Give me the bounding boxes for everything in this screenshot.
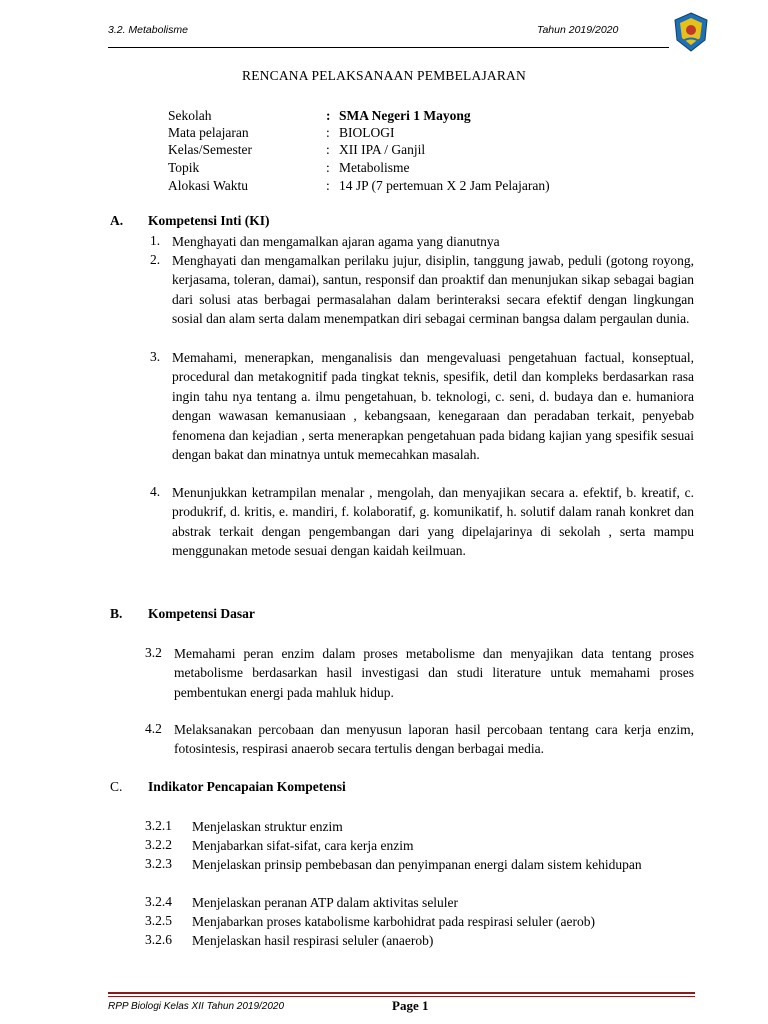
footer-doc-title: RPP Biologi Kelas XII Tahun 2019/2020 [108,1001,285,1012]
ipk-item-3: Menjelaskan prinsip pembebasan dan penyimpanan energi dalam sistem kehidupan [192,857,642,872]
section-title-ki: Kompetensi Inti (KI) [148,213,270,228]
identity-colon: : [326,178,330,193]
ipk-number: 3.2.1 [145,818,172,833]
ki-number: 1. [150,233,161,248]
identity-label: Alokasi Waktu [168,178,249,193]
identity-value: SMA Negeri 1 Mayong [339,108,471,123]
footer-rule-thin [108,996,695,997]
section-letter-c: C. [110,779,123,794]
identity-label: Mata pelajaran [168,125,249,140]
kd-item-3-2: Memahami peran enzim dalam proses metabolisme dan menyajikan data tentang proses metabolisme berdasarkan hasil investigasi dan studi literature untuk memahami proses pembentukan energi pada mahluk hidup. [174,646,694,700]
document-title: RENCANA PELAKSANAAN PEMBELAJARAN [242,68,526,83]
ki-number: 4. [150,484,161,499]
header-rule [108,47,669,48]
identity-label: Sekolah [168,108,212,123]
ipk-item-4: Menjelaskan peranan ATP dalam aktivitas seluler [192,895,459,910]
kd-number: 3.2 [145,645,162,660]
identity-colon: : [326,108,331,123]
header-chapter: 3.2. Metabolisme [108,24,188,36]
identity-label: Topik [168,160,200,175]
school-logo-icon [673,12,709,52]
identity-value: BIOLOGI [339,125,395,140]
section-letter-a: A. [110,213,124,228]
ipk-number: 3.2.6 [145,932,172,947]
header-year: Tahun 2019/2020 [537,24,619,36]
ki-item-4: Menunjukkan ketrampilan menalar , mengolah, dan menyajikan secara a. efektif, b. kreatif, c. produkrif, d. kritis, e. mandiri, f. kolaboratif, g. komunikatif, h. solutif dalam ranah konkret dan abstrak terkait dengan pengembangan dari yang dipelajarinya di sekolah , serta mampu menggunakan metode sesuai dengan kaidah keilmuan. [172,485,694,559]
identity-colon: : [326,142,330,157]
kd-item-4-2: Melaksanakan percobaan dan menyusun laporan hasil percobaan tentang cara kerja enzim, fotosintesis, respirasi anaerob secara tertulis dengan berbagai media. [174,722,694,757]
section-title-kd: Kompetensi Dasar [148,606,255,621]
identity-label: Kelas/Semester [168,142,252,157]
ipk-number: 3.2.4 [145,894,172,909]
ipk-number: 3.2.2 [145,837,172,852]
identity-colon: : [326,160,330,175]
ki-number: 3. [150,349,161,364]
ipk-item-2: Menjabarkan sifat-sifat, cara kerja enzim [192,838,414,853]
section-letter-b: B. [110,606,123,621]
ki-item-2: Menghayati dan mengamalkan perilaku jujur, disiplin, tanggung jawab, peduli (gotong royong, kerjasama, toleran, damai), santun, responsif dan proaktif dan menunjukan sikap sebagai bagian dari solusi atas berbagai permasalahan dalam berinteraksi secara efektif dengan lingkungan sosial dan alam serta dalam menempatkan diri sebagai cerminan bangsa dalam pergaulan dunia. [172,253,694,327]
kd-number: 4.2 [145,721,162,736]
ki-item-1: Menghayati dan mengamalkan ajaran agama yang dianutnya [172,234,500,249]
ipk-item-5: Menjabarkan proses katabolisme karbohidrat pada respirasi seluler (aerob) [192,914,595,929]
ipk-number: 3.2.3 [145,856,172,871]
footer-rule [108,992,695,994]
ipk-item-6: Menjelaskan hasil respirasi seluler (anaerob) [192,933,434,948]
footer-page-number: Page 1 [392,998,429,1013]
ipk-item-1: Menjelaskan struktur enzim [192,819,343,834]
section-title-ipk: Indikator Pencapaian Kompetensi [148,779,346,794]
ipk-number: 3.2.5 [145,913,172,928]
identity-value: Metabolisme [339,160,410,175]
identity-colon: : [326,125,330,140]
identity-value: XII IPA / Ganjil [339,142,426,157]
ki-number: 2. [150,252,161,267]
identity-value: 14 JP (7 pertemuan X 2 Jam Pelajaran) [339,178,550,193]
ki-item-3: Memahami, menerapkan, menganalisis dan mengevaluasi pengetahuan factual, konseptual, procedural dan metakognitif pada tingkat teknis, spesifik, detil dan kompleks berdasarkan rasa ingin tahu nya tentang a. ilmu pengetahuan, b. teknologi, c. seni, d. budaya dan e. humaniora dengan wawasan kemanusiaan , kebangsaan, kenegaraan dan peradaban terkait, penyebab fenomena dan kejadian , serta menerapkan pengetahuan pada bidang kajian yang spesifik sesuai dengan bakat dan minatnya untuk memecahkan masalah. [172,350,694,463]
